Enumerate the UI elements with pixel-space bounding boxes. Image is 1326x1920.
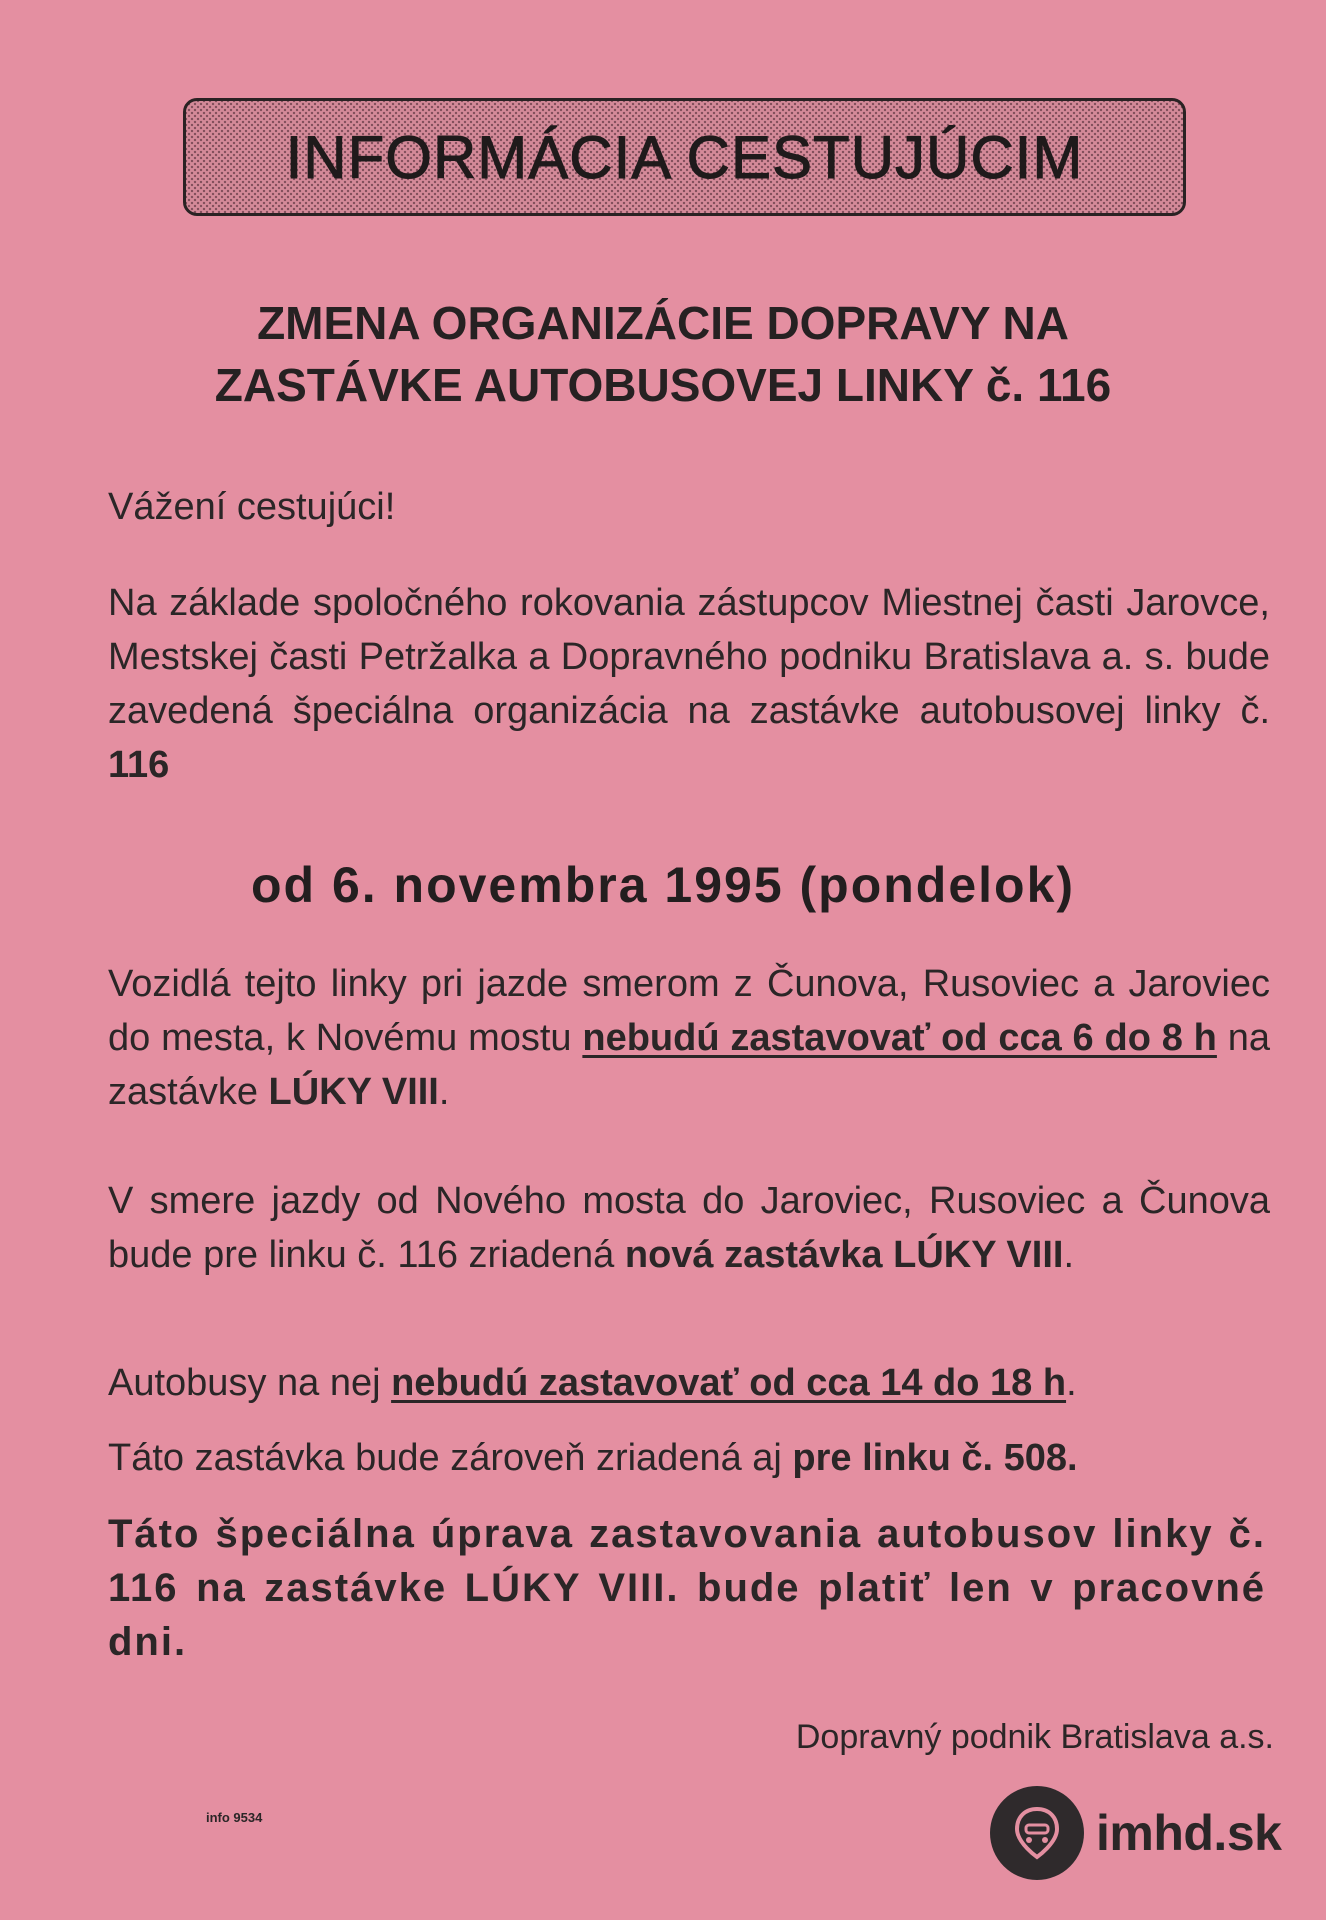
p3-text-a: V smere jazdy od Nového mosta do Jaroviec, Rusoviec a Čunova bude pre linku č. 116 zriadená [108, 1180, 1270, 1276]
p2-emphasis: nebudú zastavovať od cca 6 do 8 h [582, 1017, 1217, 1059]
p5-text-a: Táto zastávka bude zároveň zriadená aj [108, 1437, 793, 1479]
p3-emphasis: nová zastávka LÚKY VIII [624, 1234, 1064, 1276]
imhd-logo [990, 1786, 1281, 1880]
paragraph-no-stop-hours [108, 1356, 1270, 1410]
p2-stop-name: LÚKY VIII [268, 1071, 439, 1113]
p2-end: . [438, 1071, 450, 1113]
p2-text-a: Vozidlá tejto linky pri jazde smerom z Čunova, Rusoviec a Jaroviec do mesta, k Novému mostu [108, 963, 1270, 1059]
greeting: Vážení cestujúci! [108, 486, 396, 528]
p4-emphasis: nebudú zastavovať od cca 14 do 18 h [391, 1362, 1067, 1404]
paragraph-workdays: Táto špeciálna úprava zastavovania autobusov linky č. 116 na zastávke LÚKY VIII. bude platiť len v pracovné dni. [108, 1512, 1266, 1664]
p5-emphasis: pre linku č. 508. [792, 1437, 1078, 1479]
intro-paragraph [108, 576, 1270, 792]
paragraph-new-stop [108, 1174, 1270, 1282]
paragraph-line-508 [108, 1431, 1270, 1485]
info-code: info 9534 [206, 1810, 263, 1825]
bus-front-icon [990, 1786, 1084, 1880]
p2-text-b: na zastávke [108, 1017, 1270, 1113]
subtitle-line-1: ZMENA ORGANIZÁCIE DOPRAVY NA [257, 297, 1069, 349]
p4-text-a: Autobusy na nej [108, 1362, 392, 1404]
subtitle-line-2: ZASTÁVKE AUTOBUSOVEJ LINKY č. 116 [214, 359, 1112, 411]
p4-end: . [1066, 1362, 1077, 1404]
effective-date: od 6. novembra 1995 (pondelok) [250, 857, 1076, 913]
paragraph-direction-city [108, 957, 1270, 1119]
logo-text: imhd.sk [1096, 1805, 1282, 1861]
intro-text: Na základe spoločného rokovania zástupcov Miestnej časti Jarovce, Mestskej časti Petržalka a Dopravného podniku Bratislava a. s. bude zavedená špeciálna organizácia na zastávke autobusovej linky č. [108, 582, 1270, 732]
p3-end: . [1063, 1234, 1075, 1276]
notice-subtitle [100, 292, 1226, 416]
header-title: INFORMÁCIA CESTUJÚCIM [285, 123, 1084, 191]
signature: Dopravný podnik Bratislava a.s. [795, 1718, 1274, 1756]
intro-line-number: 116 [108, 744, 170, 786]
header-banner [183, 98, 1186, 216]
